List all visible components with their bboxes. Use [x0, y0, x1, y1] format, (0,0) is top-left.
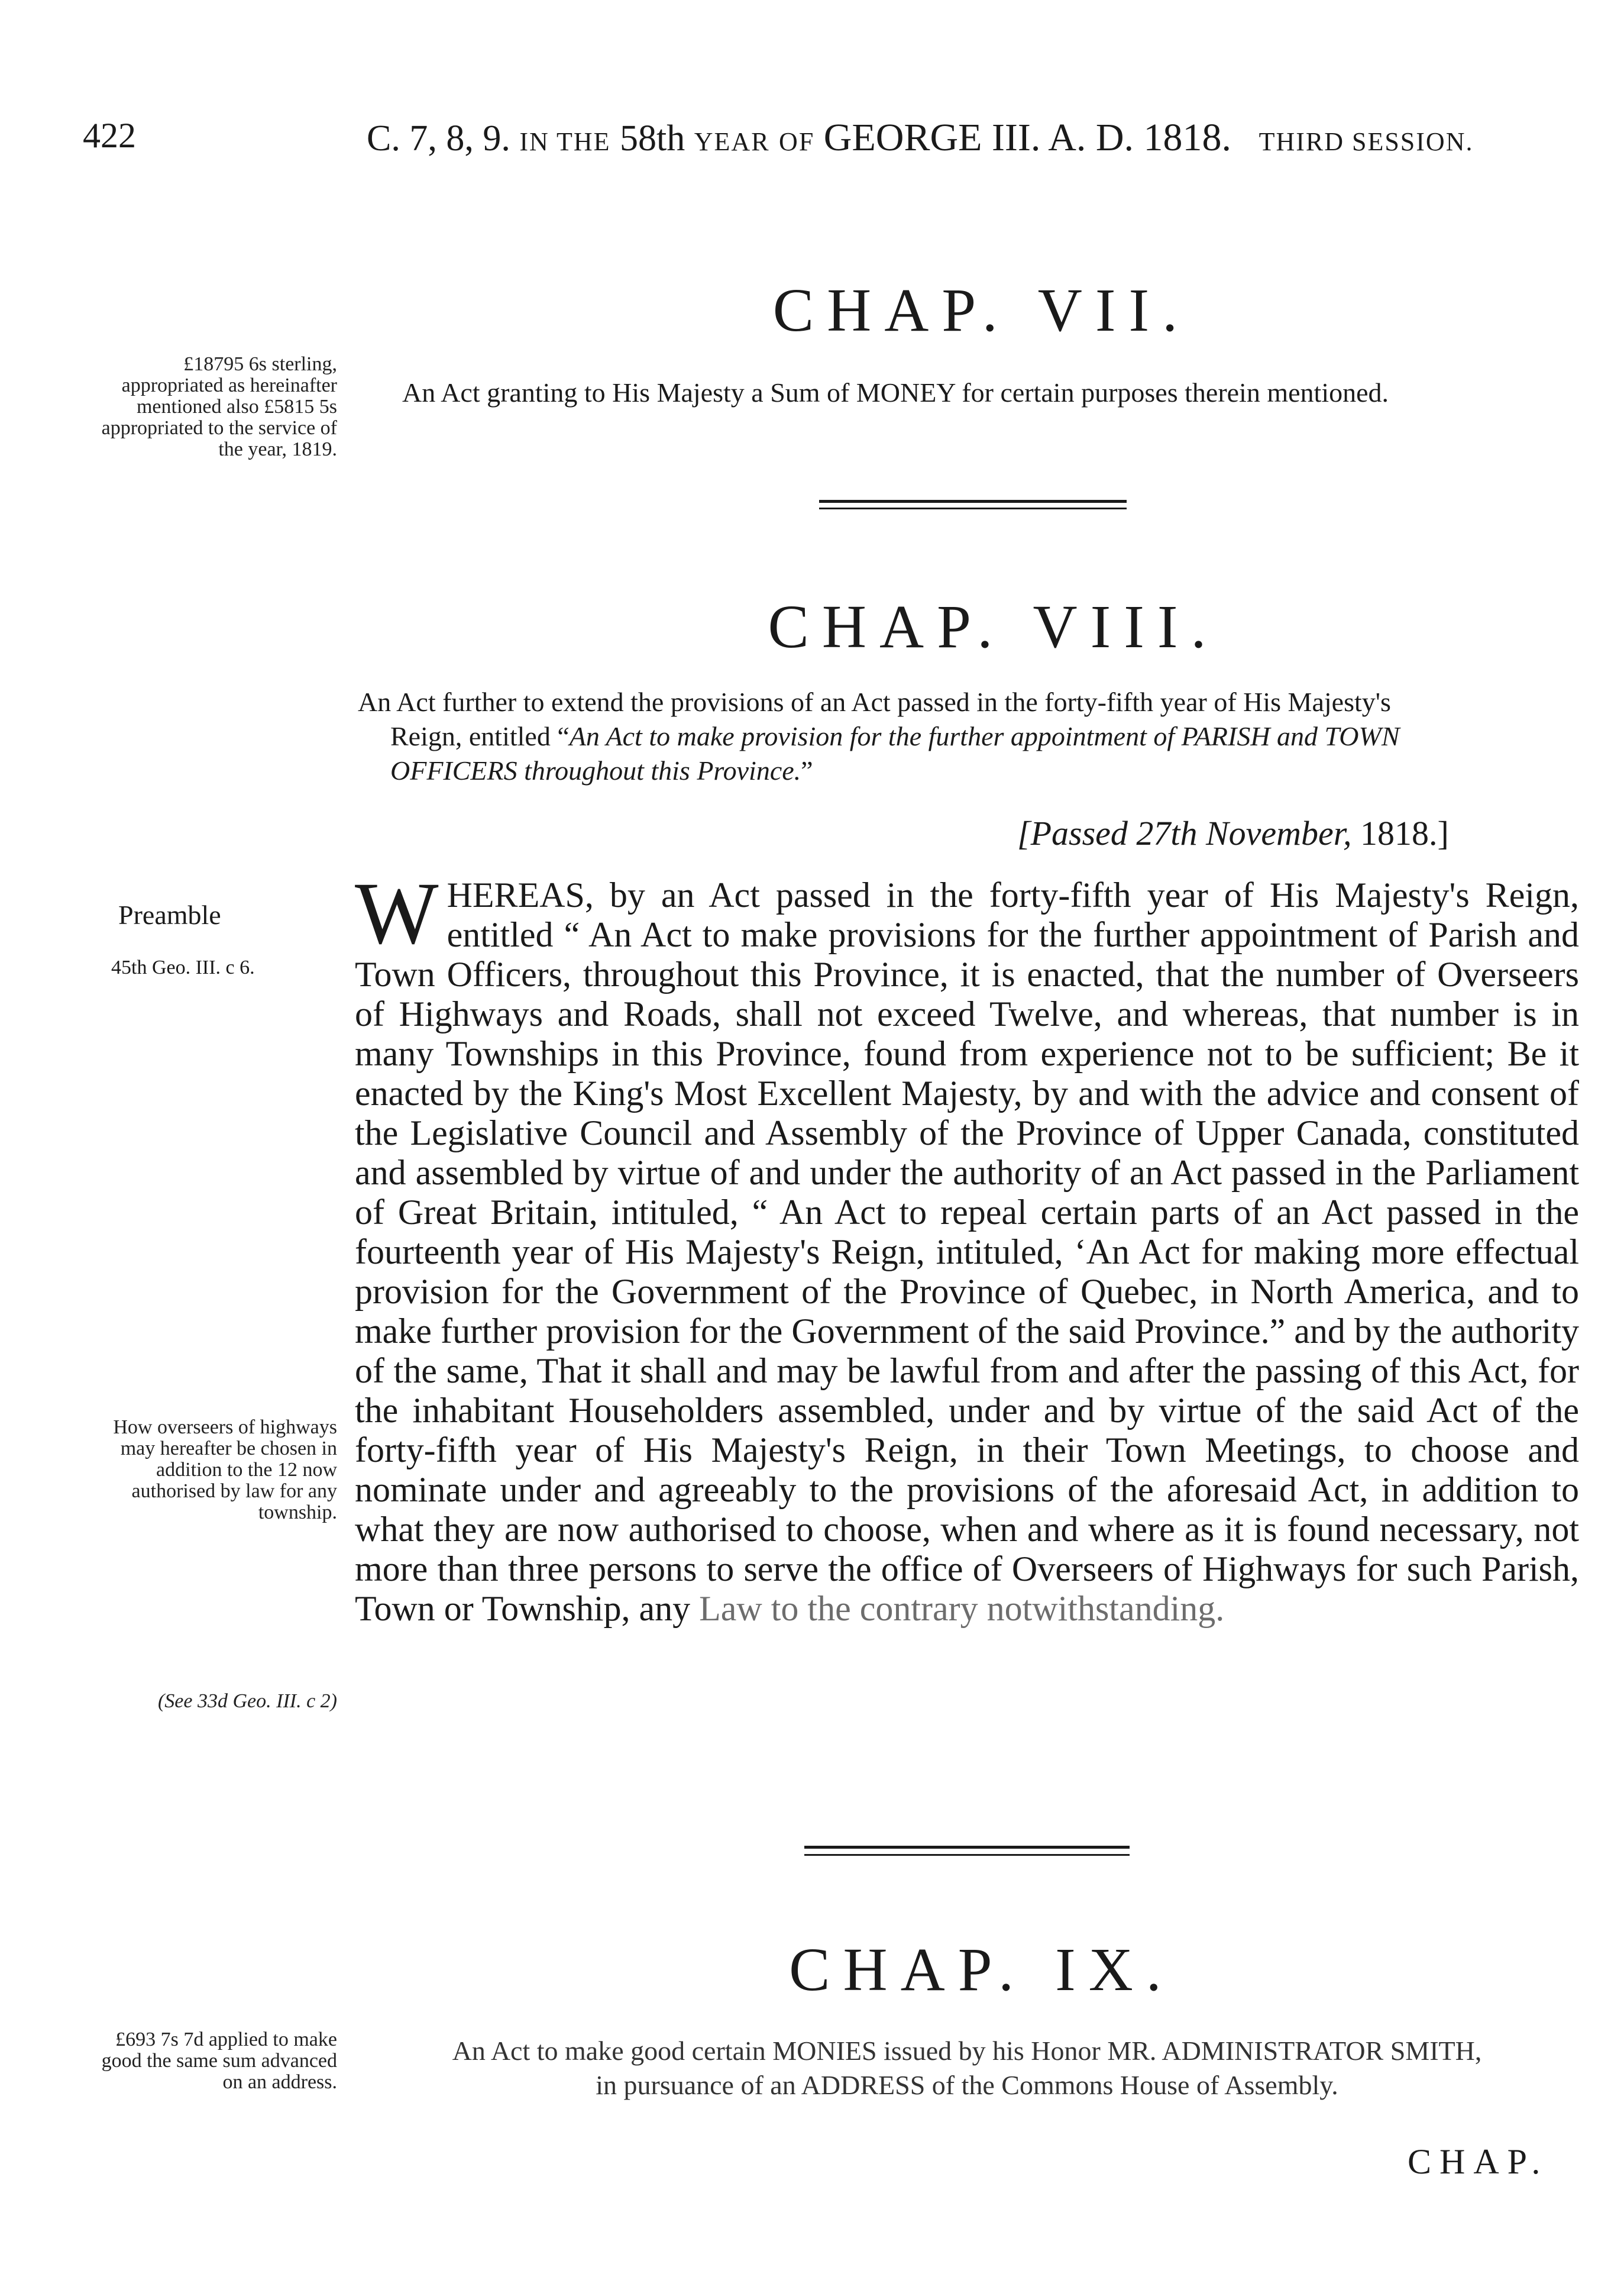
running-header [367, 115, 1473, 160]
chap-8-title-line-2 [358, 719, 1600, 754]
chap-9-margin-note: £693 7s 7d applied to make good the same sum advanced on an address. [101, 2029, 337, 2093]
chap-7-rule-2 [819, 508, 1127, 509]
drop-cap: W [355, 864, 439, 963]
header-year-word: YEAR [694, 127, 770, 156]
chap-8-title-suffix: ” [801, 755, 813, 786]
chap-8-title-line-1: An Act further to extend the provisions of an Act passed in the forty-fifth year of His Majesty's [358, 687, 1391, 717]
passed-prefix: [Passed 27th November, [1017, 814, 1360, 852]
chap-8-body-text: HEREAS, by an Act passed in the forty-fifth year of His Majesty's Reign, entitled “ An Act to make provisions for the further appointment of Parish and Town Officers, throughout this Province, it is enacted, that the number of Overseers of Highways and Roads, shall not exceed Twelve, and whereas, that number is in many Townships in this Province, found from experience not to be sufficient; Be it enacted by the King's Most Excellent Majesty, by and with the advice and consent of the Legislative Council and Assembly of the Province of Upper Canada, constituted and assembled by virtue of and under the authority of an Act passed in the Parliament of Great Britain, intituled, “ An Act to repeal certain parts of an Act passed in the fourteenth year of His Majesty's Reign, intituled, ‘An Act for making more effectual provision for the Government of the Province of Quebec, in North America, and to make further provision for the Government of the said Province.” and by the authority of the same, That it shall and may be lawful from and after the passing of this Act, for the inhabitant Householders assembled, under and by virtue of the said Act of the forty-fifth year of His Majesty's Reign, in their Town Meetings, to choose and nominate under and agreeably to the provisions of the aforesaid Act, in addition to what they are now authorised to choose, when and where as it is found necessary, not more than three persons to serve the office of Overseers of Highways for such Parish, Town or Township, any [355, 876, 1579, 1628]
chap-9-title-line-1: An Act to make good certain MONIES issued by his Honor MR. ADMINISTRATOR SMITH, [452, 2036, 1482, 2066]
passed-year: 1818.] [1360, 814, 1449, 852]
header-chapters: C. 7, 8, 9. [367, 118, 510, 159]
header-year-of-reign: 58th [620, 118, 685, 159]
margin-reference: 45th Geo. III. c 6. [111, 957, 255, 978]
chap-8-rule [804, 1846, 1130, 1849]
catchword: CHAP. [1408, 2142, 1549, 2181]
header-of: OF [779, 127, 815, 156]
chap-8-body [355, 864, 1579, 1629]
header-session: THIRD SESSION. [1259, 127, 1474, 156]
chap-8-title-italic-2: OFFICERS throughout this Province. [390, 755, 801, 786]
chap-8-title-italic-1: An Act to make provision for the further appointment of PARISH and TOWN [569, 721, 1400, 751]
chap-8-title [358, 685, 1600, 788]
page-number: 422 [83, 116, 136, 155]
chap-7-rule [819, 500, 1127, 503]
passed-date [1017, 813, 1449, 853]
chap-7-heading: CHAP. VII. [772, 276, 1191, 344]
chap-7-margin-note: £18795 6s sterling, appropriated as hereinafter mentioned also £5815 5s appropriated to the service of the year, 1819. [101, 353, 337, 460]
margin-see-reference: (See 33d Geo. III. c 2) [157, 1690, 337, 1712]
chap-8-heading: CHAP. VIII. [768, 593, 1219, 661]
chap-8-title-line-3 [358, 754, 1600, 788]
chap-8-title-prefix: Reign, entitled “ [390, 721, 570, 751]
chap-9-title [358, 2034, 1576, 2102]
chap-9-title-line-2: in pursuance of an ADDRESS of the Commons House of Assembly. [596, 2070, 1338, 2100]
chap-9-heading: CHAP. IX. [789, 1936, 1175, 2004]
chap-7-title: An Act granting to His Majesty a Sum of MONEY for certain purposes therein mentioned. [402, 377, 1389, 408]
header-monarch: GEORGE III. A. D. 1818. [823, 116, 1232, 159]
header-in-the: IN THE [519, 127, 611, 156]
margin-preamble: Preamble [118, 900, 221, 930]
chap-8-rule-2 [804, 1854, 1130, 1856]
chap-8-body-end: Law to the contrary notwithstanding. [699, 1589, 1225, 1628]
margin-overseers-note: How overseers of highways may hereafter be chosen in addition to the 12 now authorised by law for any township. [113, 1416, 337, 1523]
